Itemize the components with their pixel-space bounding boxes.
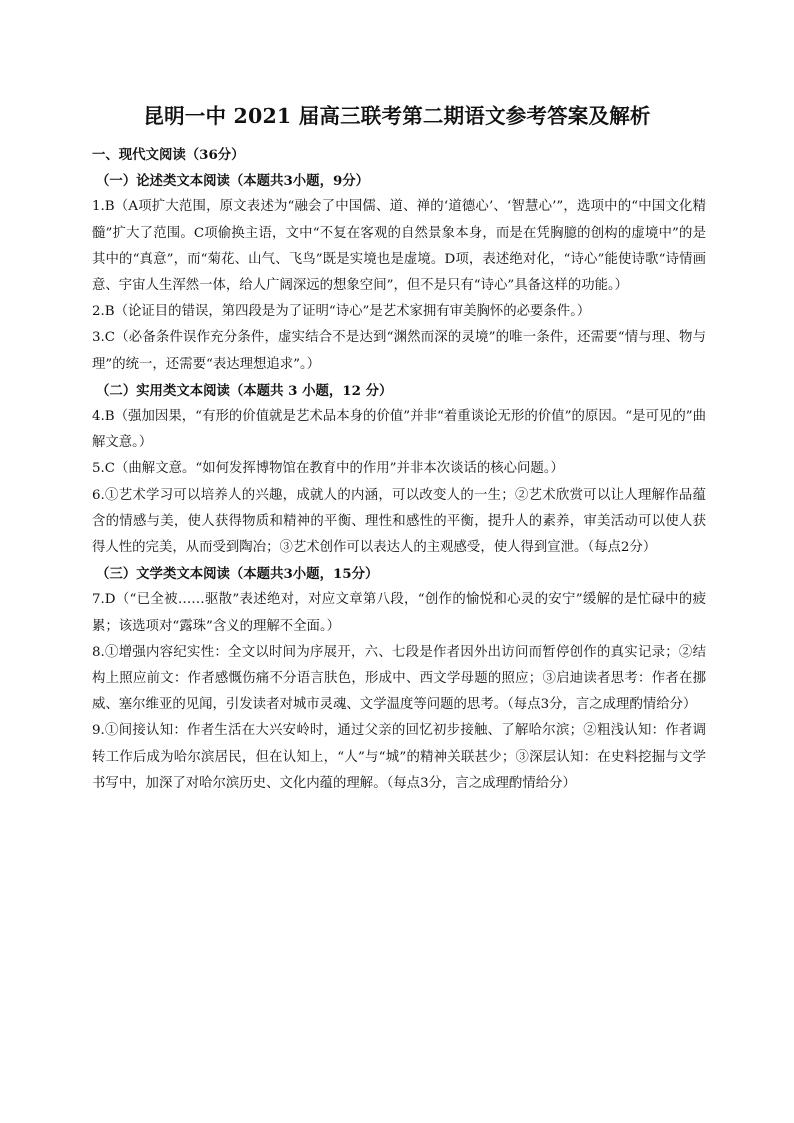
answer-5: 5.C（曲解文意。“如何发挥博物馆在教育中的作用”并非本次谈话的核心问题。） <box>92 461 564 477</box>
answer-9: 9.①间接认知：作者生活在大兴安岭时，通过父亲的回忆初步接触、了解哈尔滨；②粗浅认知：作者调转工作后成为哈尔滨居民，但在认知上，“人”与“城”的精神关联甚少；③深层认知：在史料挖掘与文学书写中，加深了对哈尔滨历史、文化内蕴的理解。（每点3分，言之成理酌情给分） <box>92 723 706 791</box>
answer-1: 1.B（A项扩大范围，原文表述为“融会了中国儒、道、禅的‘道德心’、‘智慧心’”，选项中的“中国文化精髓”扩大了范围。C项偷换主语，文中“不复在客观的自然景象本身，而是在凭胸臆的创构的虚境中”的是其中的“真意”，而“菊花、山气、飞鸟”既是实境也是虚境。D项，表述绝对化，“诗心”能使诗歌“诗情画意、宇宙人生浑然一体，给人广阔深远的想象空间”，但不是只有“诗心”具备这样的功能。） <box>92 199 706 294</box>
page-title: 昆明一中 2021 届高三联考第二期语文参考答案及解析 <box>143 104 651 128</box>
subsection-heading-literary: （三）文学类文本阅读（本题共3小题，15分） <box>96 566 379 583</box>
answer-2: 2.B（论证目的错误，第四段是为了证明“诗心”是艺术家拥有审美胸怀的必要条件。） <box>92 304 591 320</box>
subsection-heading-practical: （二）实用类文本阅读（本题共 3 小题，12 分） <box>96 382 393 399</box>
answer-8: 8.①增强内容纪实性：全文以时间为序展开，六、七段是作者因外出访问而暂停创作的真实记录；②结构上照应前文：作者感慨伤痛不分语言肤色，形成中、西文学母题的照应；③启迪读者思考：作者在挪威、塞尔维亚的见闻，引发读者对城市灵魂、文学温度等问题的思考。（每点3分，言之成理酌情给分） <box>92 644 706 713</box>
answer-7: 7.D（“已全被……驱散”表述绝对，对应文章第八段，“创作的愉悦和心灵的安宁”缓解的是忙碌中的疲累；该选项对“露珠”含义的理解不全面。） <box>92 592 706 634</box>
subsection-heading-argumentative: （一）论述类文本阅读（本题共3小题，9分） <box>96 173 370 190</box>
answer-3: 3.C（必备条件误作充分条件，虚实结合不是达到“渊然而深的灵境”的唯一条件，还需要“情与理、物与理”的统一，还需要“表达理想追求”。） <box>92 330 706 372</box>
answer-content <box>92 142 706 797</box>
answer-6: 6.①艺术学习可以培养人的兴趣，成就人的内涵，可以改变人的一生；②艺术欣赏可以让人理解作品蕴含的情感与美，使人获得物质和精神的平衡、理性和感性的平衡，提升人的素养，审美活动可以使人获得人性的完美，从而受到陶冶；③艺术创作可以表达人的主观感受，使人得到宣泄。（每点2分） <box>92 487 706 556</box>
answer-4: 4.B（强加因果，“有形的价值就是艺术品本身的价值”并非“着重谈论无形的价值”的原因。“是可见的”曲解文意。） <box>92 409 706 451</box>
section-heading-modern-reading: 一、现代文阅读（36分） <box>92 147 245 163</box>
